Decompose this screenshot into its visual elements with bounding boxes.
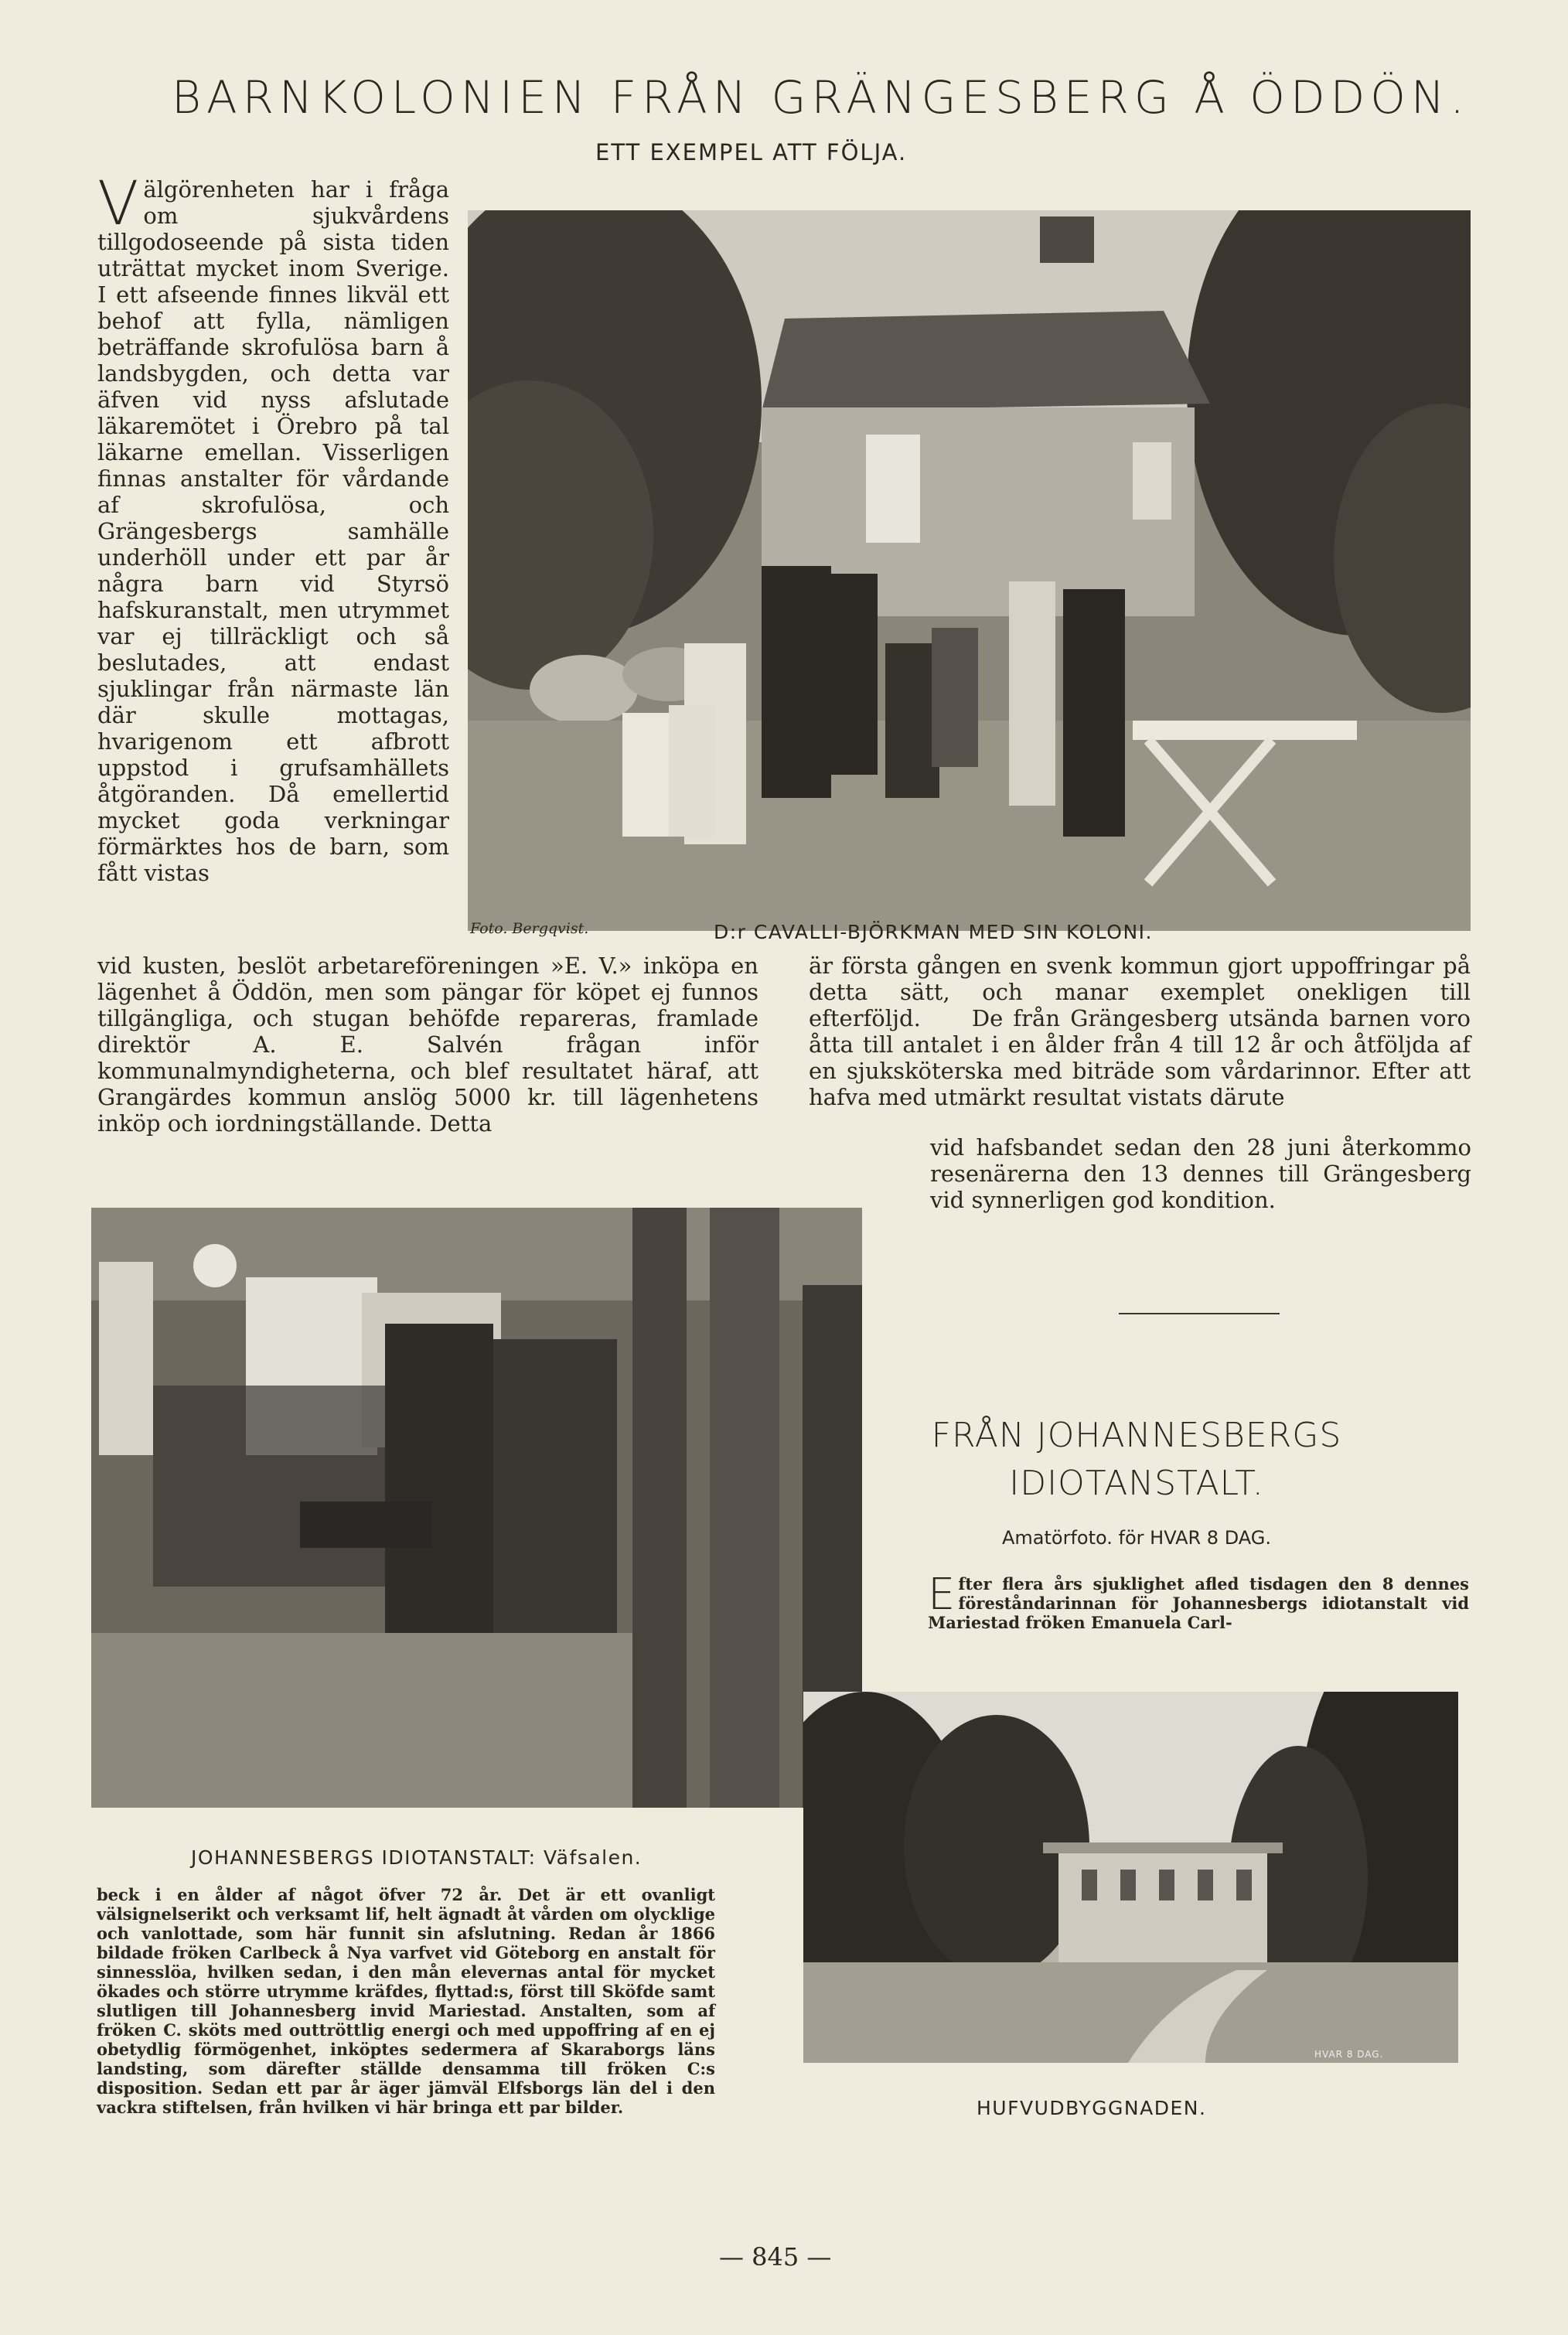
page-number: — 845 — (719, 2242, 832, 2272)
colony-photo (468, 210, 1471, 931)
right-column (809, 953, 1471, 1110)
continuation-paragraph: vid kusten, beslöt arbetareföreningen »E. V.» inköpa en lägenhet å Öddön, men som pängar för köpet ej funnos tillgängliga, och stugan behöfde repareras, framlade direktör A. E. Salvén frågan inför kommunalmyndigheterna, och blef resultatet häraf, att Grangärdes kommun anslög 5000 kr. till lägenhetens inköp och iordningställande. Detta (97, 953, 758, 1137)
right-column-narrow (930, 1134, 1471, 1213)
right-paragraph: är första gången en svenk kommun gjort uppoffringar på detta sätt, och manar exemplet onekligen till efterföljd. De från Grängesberg utsända barnen voro åtta till antalet i en ålder från 4 till 12 år och åtföljda af en sjuksköterska med biträde som vårdarinnor. Efter att hafva med utmärkt resultat vistats därute (809, 953, 1471, 1110)
intro-continuation (97, 953, 758, 1137)
colony-photo-credit: Foto. Bergqvist. (470, 920, 589, 937)
weaving-room-caption: JOHANNESBERGS IDIOTANSTALT: Väfsalen. (191, 1846, 643, 1869)
weaving-text-column (97, 1885, 715, 2117)
article2-title-line1: FRÅN JOHANNESBERGS (931, 1416, 1342, 1455)
right-paragraph-narrow: vid hafsbandet sedan den 28 juni återkommo resenärerna den 13 dennes till Grängesberg vid synnerligen god kondition. (930, 1134, 1471, 1213)
weaving-room-photo (91, 1208, 862, 1808)
section-divider (1119, 1313, 1280, 1314)
colony-photo-caption: D:r CAVALLI-BJÖRKMAN MED SIN KOLONI. (714, 921, 1154, 943)
main-building-photo (803, 1692, 1458, 2063)
article2-title-line2: IDIOTANSTALT. (1009, 1464, 1264, 1503)
article-title: BARNKOLONIEN FRÅN GRÄNGESBERG Å ÖDDÖN. (172, 71, 1470, 124)
building-photo-caption: HUFVUDBYGGNADEN. (977, 2097, 1207, 2119)
building-photo-watermark: HVAR 8 DAG. (1314, 2049, 1384, 2060)
dropcap-e: E (928, 1570, 956, 1620)
intro-column (97, 169, 449, 886)
article2-title (866, 1412, 1407, 1508)
article2-intro-paragraph: fter flera års sjuklighet afled tisdagen den 8 dennes föreståndarinnan för Johannesbergs idiotanstalt vid Mariestad fröken Emanuela Carl- (928, 1574, 1469, 1632)
dropcap-v: V (97, 169, 139, 239)
intro-paragraph: älgörenheten har i fråga om sjukvårdens tillgodoseende på sista tiden uträttat mycket inom Sverige. I ett afseende finnes likväl ett behof att fylla, nämligen beträffande skrofulösa barn å landsbygden, och detta var äfven vid nyss afslutade läkaremötet i Örebro på tal läkarne emellan. Visserligen finnas anstalter för vårdande af skrofulösa, och Grängesbergs samhälle underhöll under ett par år några barn vid Styrsö hafskuranstalt, men utrymmet var ej tillräckligt och så beslutades, att endast sjuklingar från närmaste län där skulle mottagas, hvarigenom ett afbrott uppstod i grufsamhällets åtgöranden. Då emellertid mycket goda verkningar förmärktes hos de barn, som fått vistas (97, 176, 449, 886)
weaving-paragraph: beck i en ålder af något öfver 72 år. Det är ett ovanligt välsignelserikt och verksamt lif, helt ägnadt åt vården om olycklige och vanlottade, som här funnit sin afslutning. Redan år 1866 bildade fröken Carlbeck å Nya varfvet vid Göteborg en anstalt för sinnesslöa, hvilken sedan, i den mån elevernas antal för mycket ökades och större utrymme kräfdes, flyttad:s, först till Sköfde samt slutligen till Johannesberg invid Mariestad. Anstalten, som af fröken C. sköts med outtröttlig energi och med uppoffring af en ej obetydlig förmögenhet, inköptes sedermera af Skaraborgs läns landsting, som därefter ställde densamma till fröken C:s disposition. Sedan ett par år äger jämväl Elfsborgs län del i den vackra stiftelsen, från hvilken vi här bringa ett par bilder. (97, 1885, 715, 2117)
article2-photo-credit: Amatörfoto. för HVAR 8 DAG. (1002, 1527, 1271, 1549)
article-subtitle: ETT EXEMPEL ATT FÖLJA. (595, 139, 908, 165)
article2-intro-column (928, 1570, 1469, 1632)
